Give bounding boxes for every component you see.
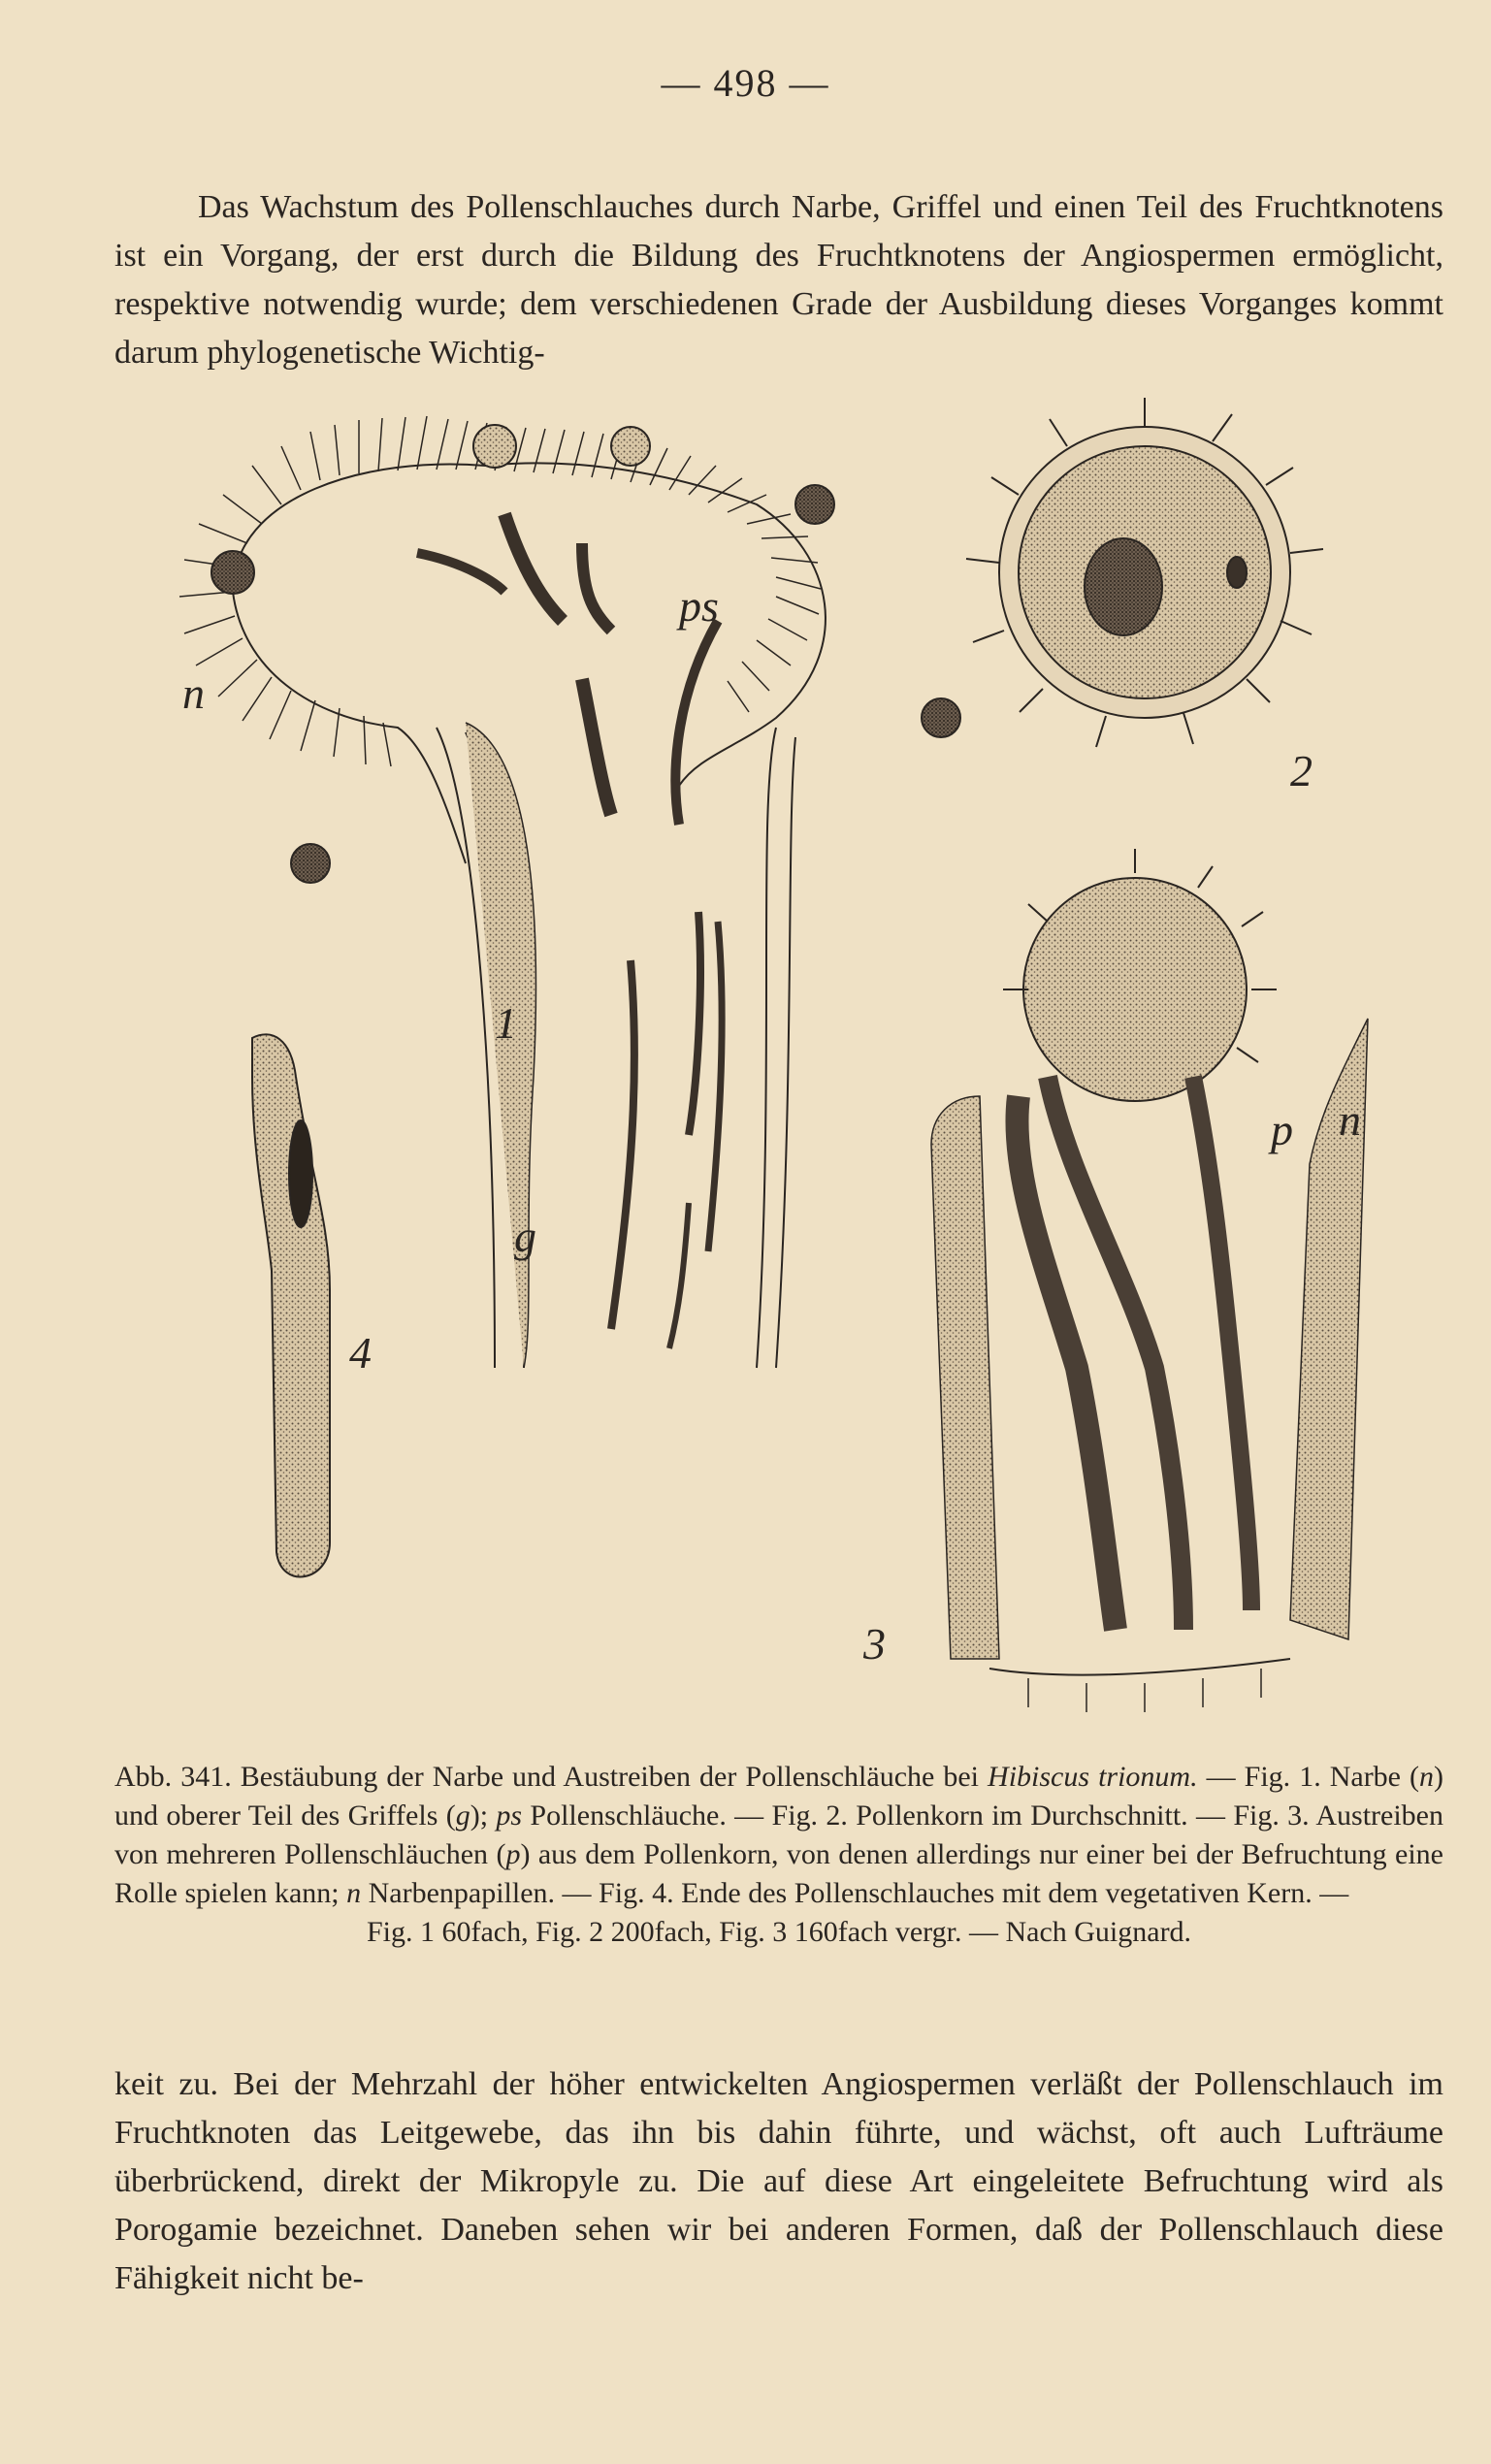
caption-text: Abb. 341. Bestäubung der Narbe und Austreiben der Pollenschläuche bei	[114, 1761, 989, 1793]
caption-text: ) aus dem Pollenkorn, von denen allerdings nur einer bei der Befruchtung eine Rolle spielen kann;	[114, 1838, 1443, 1909]
caption-last-line: Fig. 1 60fach, Fig. 2 200fach, Fig. 3 160fach vergr. — Nach Guignard.	[366, 1916, 1192, 1948]
paragraph-top: Das Wachstum des Pollenschlauches durch Narbe, Griffel und einen Teil des Fruchtknotens ist ein Vorgang, der erst durch die Bildung des Fruchtknotens der Angiospermen ermöglicht, respektive notwendig wurde; dem verschiedenen Grade der Ausbildung dieses Vorganges kommt darum phylogenetische Wichtig-	[114, 189, 1443, 371]
label-n-papillae: n	[1339, 1095, 1361, 1145]
paragraph-bottom: keit zu. Bei der Mehrzahl der höher entwickelten Angiospermen verläßt der Pollenschlauch im Fruchtknoten das Leitgewebe, das ihn bis dahin führte, und wächst, oft auch Lufträume überbrückend, direkt der Mikropyle zu. Die auf diese Art eingeleitete Befruchtung wird als Porogamie bezeichnet. Daneben sehen wir bei anderen Formen, daß der Pollenschlauch diese Fähigkeit nicht be-	[114, 2066, 1443, 2296]
caption-symbol: n	[1419, 1761, 1435, 1793]
caption-text: — Fig. 1. Narbe (	[1197, 1761, 1420, 1793]
fig4-tube-end	[252, 1034, 330, 1576]
fig1-style-and-tubes	[417, 514, 795, 1368]
figure-illustration	[175, 398, 1397, 1717]
caption-text: );	[470, 1799, 497, 1832]
caption-text: ) und oberer Teil des Griffels (	[114, 1761, 1444, 1832]
caption-symbol: g	[455, 1799, 470, 1832]
label-p: p	[1271, 1105, 1293, 1154]
label-fig4: 4	[349, 1328, 372, 1378]
page-number: — 498 —	[661, 61, 830, 105]
caption-symbol: ps	[496, 1799, 523, 1832]
fig2-pollen-section	[966, 398, 1323, 747]
label-n-stigma: n	[182, 668, 205, 718]
fig3-sprouting-pollen	[931, 849, 1368, 1712]
label-fig1: 1	[495, 998, 517, 1048]
label-ps: ps	[679, 581, 719, 631]
caption-text: Narbenpapillen. — Fig. 4. Ende des Pollenschlauches mit dem vegetativen Kern. —	[361, 1877, 1349, 1909]
caption-text: Pollenschläuche. — Fig. 2. Pollenkorn im Durchschnitt. — Fig. 3. Austreiben von mehreren Pollenschläuchen (	[114, 1799, 1443, 1870]
label-fig2: 2	[1290, 746, 1313, 795]
label-fig3: 3	[863, 1619, 886, 1669]
label-g: g	[514, 1212, 536, 1261]
caption-species: Hibiscus trionum.	[988, 1761, 1198, 1793]
caption-symbol: p	[505, 1838, 521, 1870]
caption-symbol: n	[346, 1877, 362, 1909]
figure-caption	[114, 1758, 1443, 1952]
fig1-pollen-grains	[211, 425, 960, 883]
